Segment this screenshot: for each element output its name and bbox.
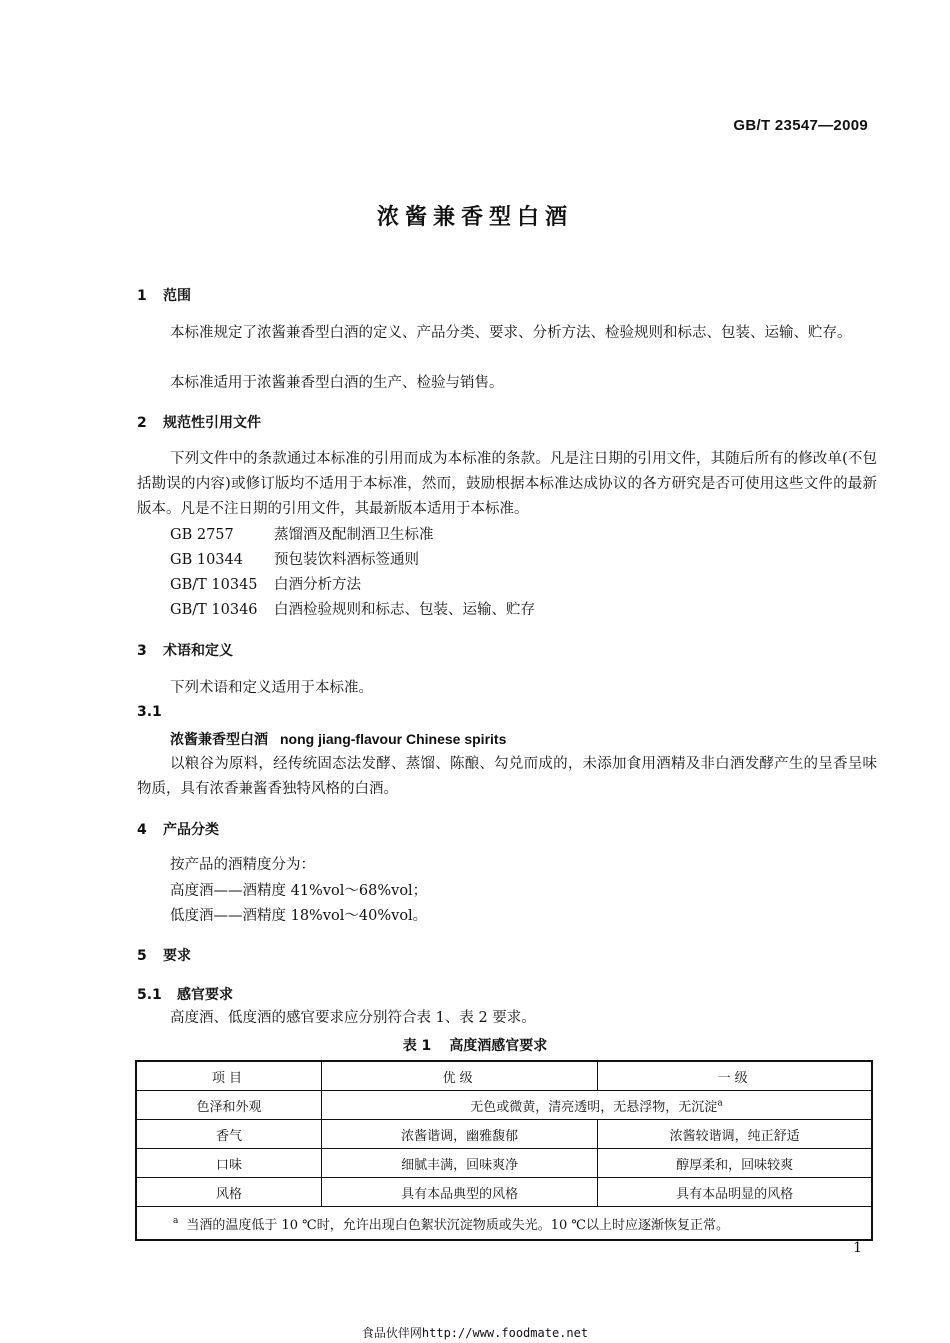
reference-title: 白酒分析方法 xyxy=(274,577,361,593)
term-definition: 以粮谷为原料，经传统固态法发酵、蒸馏、陈酿、勾兑而成的，未添加食用酒精及非白酒发酵产生的呈香呈味物质，具有浓香兼酱香独特风格的白酒。 xyxy=(137,756,877,797)
footnote-mark: a xyxy=(173,1216,179,1227)
section-title: 规范性引用文件 xyxy=(163,415,261,431)
row-premium: 浓酱谐调，幽雅馥郁 xyxy=(321,1120,597,1149)
section-3-paragraph: 下列术语和定义适用于本标准。 xyxy=(170,680,373,696)
classification-high: 高度酒——酒精度 41%vol～68%vol； xyxy=(170,883,428,899)
row-premium: 具有本品典型的风格 xyxy=(321,1178,597,1207)
footer-watermark: 食品伙伴网http://www.foodmate.net xyxy=(361,1326,589,1340)
reference-code: GB 10344 xyxy=(170,552,243,568)
reference-code: GB/T 10346 xyxy=(170,602,258,618)
table-caption-number: 表 1 xyxy=(402,1038,432,1054)
row-item: 色泽和外观 xyxy=(136,1091,321,1120)
table-footnote xyxy=(136,1207,872,1241)
section-1-paragraph-2: 本标准适用于浓酱兼香型白酒的生产、检验与销售。 xyxy=(170,375,504,391)
header-premium: 优级 xyxy=(321,1061,597,1091)
section-number: 3 xyxy=(137,643,147,659)
section-title: 术语和定义 xyxy=(163,643,233,659)
section-4-heading xyxy=(137,819,219,839)
row-first-grade: 具有本品明显的风格 xyxy=(598,1178,872,1207)
row-item: 风格 xyxy=(136,1178,321,1207)
table-row xyxy=(136,1149,872,1178)
reference-item xyxy=(170,523,434,548)
document-title: 浓酱兼香型白酒 xyxy=(376,205,573,230)
sensory-requirements-table xyxy=(135,1060,873,1241)
section-title: 产品分类 xyxy=(163,822,219,838)
footnote-text: 当酒的温度低于 10 ℃时，允许出现白色絮状沉淀物质或失光。10 ℃以上时应逐渐恢复正常。 xyxy=(186,1217,729,1233)
reference-title: 白酒检验规则和标志、包装、运输、贮存 xyxy=(274,602,535,618)
row-item: 口味 xyxy=(136,1149,321,1178)
standard-number: GB/T 23547—2009 xyxy=(733,117,868,134)
section-number: 5 xyxy=(137,948,147,964)
table-1-caption xyxy=(0,1035,950,1055)
reference-code: GB/T 10345 xyxy=(170,577,258,593)
term-chinese: 浓酱兼香型白酒 xyxy=(170,732,268,748)
section-1-paragraph-1: 本标准规定了浓酱兼香型白酒的定义、产品分类、要求、分析方法、检验规则和标志、包装、运输、贮存。 xyxy=(170,325,852,341)
section-5-1-paragraph: 高度酒、低度酒的感官要求应分别符合表 1、表 2 要求。 xyxy=(170,1010,536,1026)
term-english: nong jiang-flavour Chinese spirits xyxy=(280,731,507,747)
footnote-mark: a xyxy=(717,1098,723,1109)
row-item: 香气 xyxy=(136,1120,321,1149)
header-item: 项目 xyxy=(136,1061,321,1091)
section-number: 1 xyxy=(137,288,147,304)
classification-intro: 按产品的酒精度分为： xyxy=(170,857,315,873)
row-value-merged xyxy=(321,1091,872,1120)
row-first-grade: 醇厚柔和，回味较爽 xyxy=(598,1149,872,1178)
section-1-heading xyxy=(137,285,191,305)
row-first-grade: 浓酱较谐调，纯正舒适 xyxy=(598,1120,872,1149)
subsection-5-1-heading xyxy=(137,984,233,1004)
section-title: 要求 xyxy=(163,948,191,964)
table-row xyxy=(136,1091,872,1120)
term-entry xyxy=(170,729,506,749)
reference-item xyxy=(170,548,419,573)
subsection-number: 5.1 xyxy=(137,987,162,1003)
cell-text: 无色或微黄，清亮透明，无悬浮物，无沉淀 xyxy=(470,1099,718,1115)
reference-item xyxy=(170,598,535,623)
table-note-row xyxy=(136,1207,872,1241)
table-row xyxy=(136,1178,872,1207)
reference-item xyxy=(170,573,361,598)
section-title: 范围 xyxy=(163,288,191,304)
subsection-title: 感官要求 xyxy=(177,987,233,1003)
table-header-row xyxy=(136,1061,872,1091)
header-first-grade: 一级 xyxy=(598,1061,872,1091)
section-number: 4 xyxy=(137,822,147,838)
subsection-3-1-number: 3.1 xyxy=(137,704,162,720)
section-2-paragraph: 下列文件中的条款通过本标准的引用而成为本标准的条款。凡是注日期的引用文件，其随后所有的修改单(不包括勘误的内容)或修订版均不适用于本标准，然而，鼓励根据本标准达成协议的各方研究是否可使用这些文件的最新版本。凡是不注日期的引用文件，其最新版本适用于本标准。 xyxy=(137,451,877,517)
section-5-heading xyxy=(137,945,191,965)
section-2-heading xyxy=(137,412,261,432)
section-number: 2 xyxy=(137,415,147,431)
table-row xyxy=(136,1120,872,1149)
reference-code: GB 2757 xyxy=(170,527,234,543)
row-premium: 细腻丰满，回味爽净 xyxy=(321,1149,597,1178)
page-number: 1 xyxy=(853,1240,862,1256)
reference-title: 预包装饮料酒标签通则 xyxy=(274,552,419,568)
reference-title: 蒸馏酒及配制酒卫生标准 xyxy=(274,527,434,543)
table-caption-title: 高度酒感官要求 xyxy=(449,1038,548,1054)
classification-low: 低度酒——酒精度 18%vol～40%vol。 xyxy=(170,908,428,924)
section-3-heading xyxy=(137,640,233,660)
